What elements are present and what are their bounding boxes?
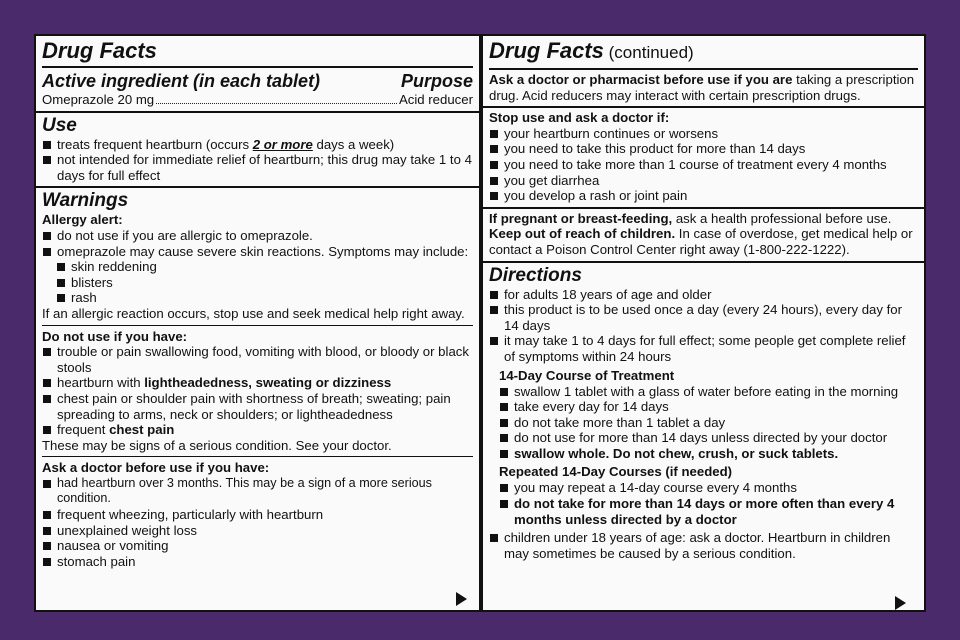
direction-item: this product is to be used once a day (every 24 hours), every day for 14 days [489,302,918,333]
direction-item: children under 18 years of age: ask a doctor. Heartburn in children may sometimes be caused by a serious condition. [489,530,918,561]
drug-facts-title: Drug Facts [42,38,157,63]
direction-item: for adults 18 years of age and older [489,287,918,303]
ask-doctor-heading: Ask a doctor before use if you have: [42,460,270,476]
do-not-use-item: chest pain or shoulder pain with shortness of breath; sweating; pain spreading to arms, neck or shoulders; or lightheadedness [42,391,473,422]
symptom-item: blisters [56,275,473,291]
allergy-note: If an allergic reaction occurs, stop use and seek medical help right away. [42,305,465,321]
course-item: do not use for more than 14 days unless directed by your doctor [499,430,918,446]
drug-facts-panel-right [481,34,926,612]
do-not-use-note: These may be signs of a serious condition. See your doctor. [42,437,392,453]
use-item: treats frequent heartburn (occurs 2 or more days a week) [42,137,473,153]
ask-doctor-item: had heartburn over 3 months. This may be a sign of a more serious condition. [42,476,473,507]
stop-use-heading: Stop use and ask a doctor if: [489,110,670,126]
stop-use-item: your heartburn continues or worsens [489,126,918,142]
stop-use-section [483,108,924,209]
leader-dots [156,103,397,104]
repeat-item: you may repeat a 14-day course every 4 months [499,480,918,496]
stop-use-item: you need to take more than 1 course of treatment every 4 months [489,157,918,173]
ask-doctor-item: stomach pain [42,554,473,570]
ingredient-purpose: Acid reducer [398,92,473,107]
stop-use-item: you need to take this product for more than 14 days [489,141,918,157]
ask-pharmacist-text: Ask a doctor or pharmacist before use if you are taking a prescription drug. Acid reducers may interact with certain prescription drugs. [489,68,918,103]
drug-facts-title-continued: Drug Facts [489,38,604,63]
stop-use-item: you get diarrhea [489,173,918,189]
course-item: swallow 1 tablet with a glass of water before eating in the morning [499,384,918,400]
do-not-use-item: heartburn with lightheadedness, sweating or dizziness [42,375,473,391]
allergy-item: omeprazole may cause severe skin reactions. Symptoms may include: [42,244,473,260]
warnings-heading: Warnings [42,190,129,212]
pregnancy-text: If pregnant or breast-feeding, ask a health professional before use. [489,210,892,226]
course-item: do not take more than 1 tablet a day [499,415,918,431]
continue-arrow-icon [895,596,906,610]
pregnancy-section [483,209,924,263]
ask-doctor-item: unexplained weight loss [42,523,473,539]
continued-header-section [483,36,924,108]
warnings-section [36,188,479,572]
ingredient-name: Omeprazole 20 mg [42,92,155,107]
course-item: take every day for 14 days [499,399,918,415]
direction-item: it may take 1 to 4 days for full effect; some people get complete relief of symptoms within 24 hours [489,333,918,364]
allergy-item: do not use if you are allergic to omeprazole. [42,228,473,244]
do-not-use-heading: Do not use if you have: [42,328,188,344]
do-not-use-item: trouble or pain swallowing food, vomiting with blood, or bloody or black stools [42,344,473,375]
continued-label: (continued) [603,43,694,62]
symptom-item: rash [56,290,473,306]
symptom-item: skin reddening [56,259,473,275]
repeat-heading: Repeated 14-Day Courses (if needed) [499,464,733,480]
use-section [36,113,479,189]
ask-doctor-item: frequent wheezing, particularly with heartburn [42,507,473,523]
use-heading: Use [42,114,77,136]
stop-use-item: you develop a rash or joint pain [489,188,918,204]
directions-section [483,263,924,565]
ask-doctor-item: nausea or vomiting [42,538,473,554]
purpose-heading: Purpose [400,71,473,91]
course-item: swallow whole. Do not chew, crush, or suck tablets. [499,446,918,462]
keep-out-text: Keep out of reach of children. In case of overdose, get medical help or contact a Poison Control Center right away (1-800-222-1222). [489,226,913,257]
course-heading: 14-Day Course of Treatment [499,367,675,383]
do-not-use-item: frequent chest pain [42,422,473,438]
allergy-alert-heading: Allergy alert: [42,212,123,228]
drug-facts-panel-left [34,34,481,612]
directions-heading: Directions [489,264,582,286]
continue-arrow-icon [456,592,467,606]
active-ingredient-section [36,36,479,113]
active-ingredient-heading: Active ingredient (in each tablet) [42,71,321,91]
repeat-item: do not take for more than 14 days or more often than every 4 months unless directed by a doctor [499,496,918,527]
use-item: not intended for immediate relief of heartburn; this drug may take 1 to 4 days for full effect [42,152,473,183]
